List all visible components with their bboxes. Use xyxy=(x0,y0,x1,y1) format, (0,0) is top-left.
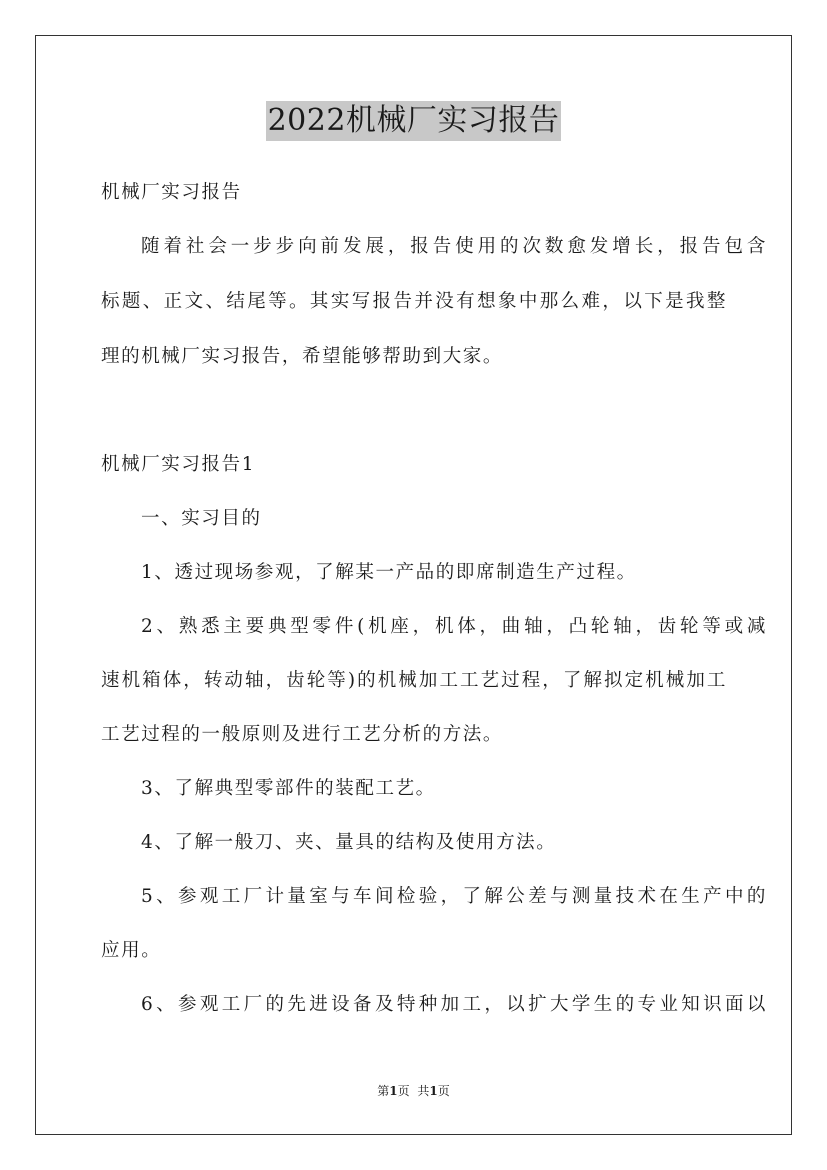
list-item-5-line-2: 应用。 xyxy=(101,940,162,961)
section-title: 机械厂实习报告1 xyxy=(101,454,256,475)
list-item-1: 1、透过现场参观，了解某一产品的即席制造生产过程。 xyxy=(141,562,637,583)
intro-line-3: 理的机械厂实习报告，希望能够帮助到大家。 xyxy=(101,346,504,367)
list-item-2-line-3: 工艺过程的一般原则及进行工艺分析的方法。 xyxy=(101,724,504,745)
title-container xyxy=(0,101,827,141)
heading-purpose: 一、实习目的 xyxy=(141,508,262,529)
list-item-5-line-1: 5、参观工厂计量室与车间检验，了解公差与测量技术在生产中的 xyxy=(141,886,767,907)
document-subtitle: 机械厂实习报告 xyxy=(101,182,242,203)
page-label-prefix: 第 xyxy=(377,1084,390,1098)
page-label-suffix: 页 xyxy=(397,1084,410,1098)
list-item-2-line-2: 速机箱体，转动轴，齿轮等)的机械加工工艺过程，了解拟定机械加工 xyxy=(101,670,727,691)
list-item-3: 3、了解典型零部件的装配工艺。 xyxy=(141,778,436,799)
list-item-2-line-1: 2、熟悉主要典型零件(机座，机体，曲轴，凸轮轴，齿轮等或减 xyxy=(141,616,767,637)
total-label-prefix: 共 xyxy=(417,1084,430,1098)
intro-line-1: 随着社会一步步向前发展，报告使用的次数愈发增长，报告包含 xyxy=(141,236,767,257)
page-footer xyxy=(0,1083,827,1099)
intro-line-2: 标题、正文、结尾等。其实写报告并没有想象中那么难，以下是我整 xyxy=(101,291,727,312)
document-title: 2022机械厂实习报告 xyxy=(266,101,562,141)
page-number: 1 xyxy=(389,1084,398,1098)
list-item-6-line-1: 6、参观工厂的先进设备及特种加工，以扩大学生的专业知识面以 xyxy=(141,994,767,1015)
total-label-suffix: 页 xyxy=(437,1084,450,1098)
total-pages: 1 xyxy=(429,1084,438,1098)
list-item-4: 4、了解一般刀、夹、量具的结构及使用方法。 xyxy=(141,832,557,853)
